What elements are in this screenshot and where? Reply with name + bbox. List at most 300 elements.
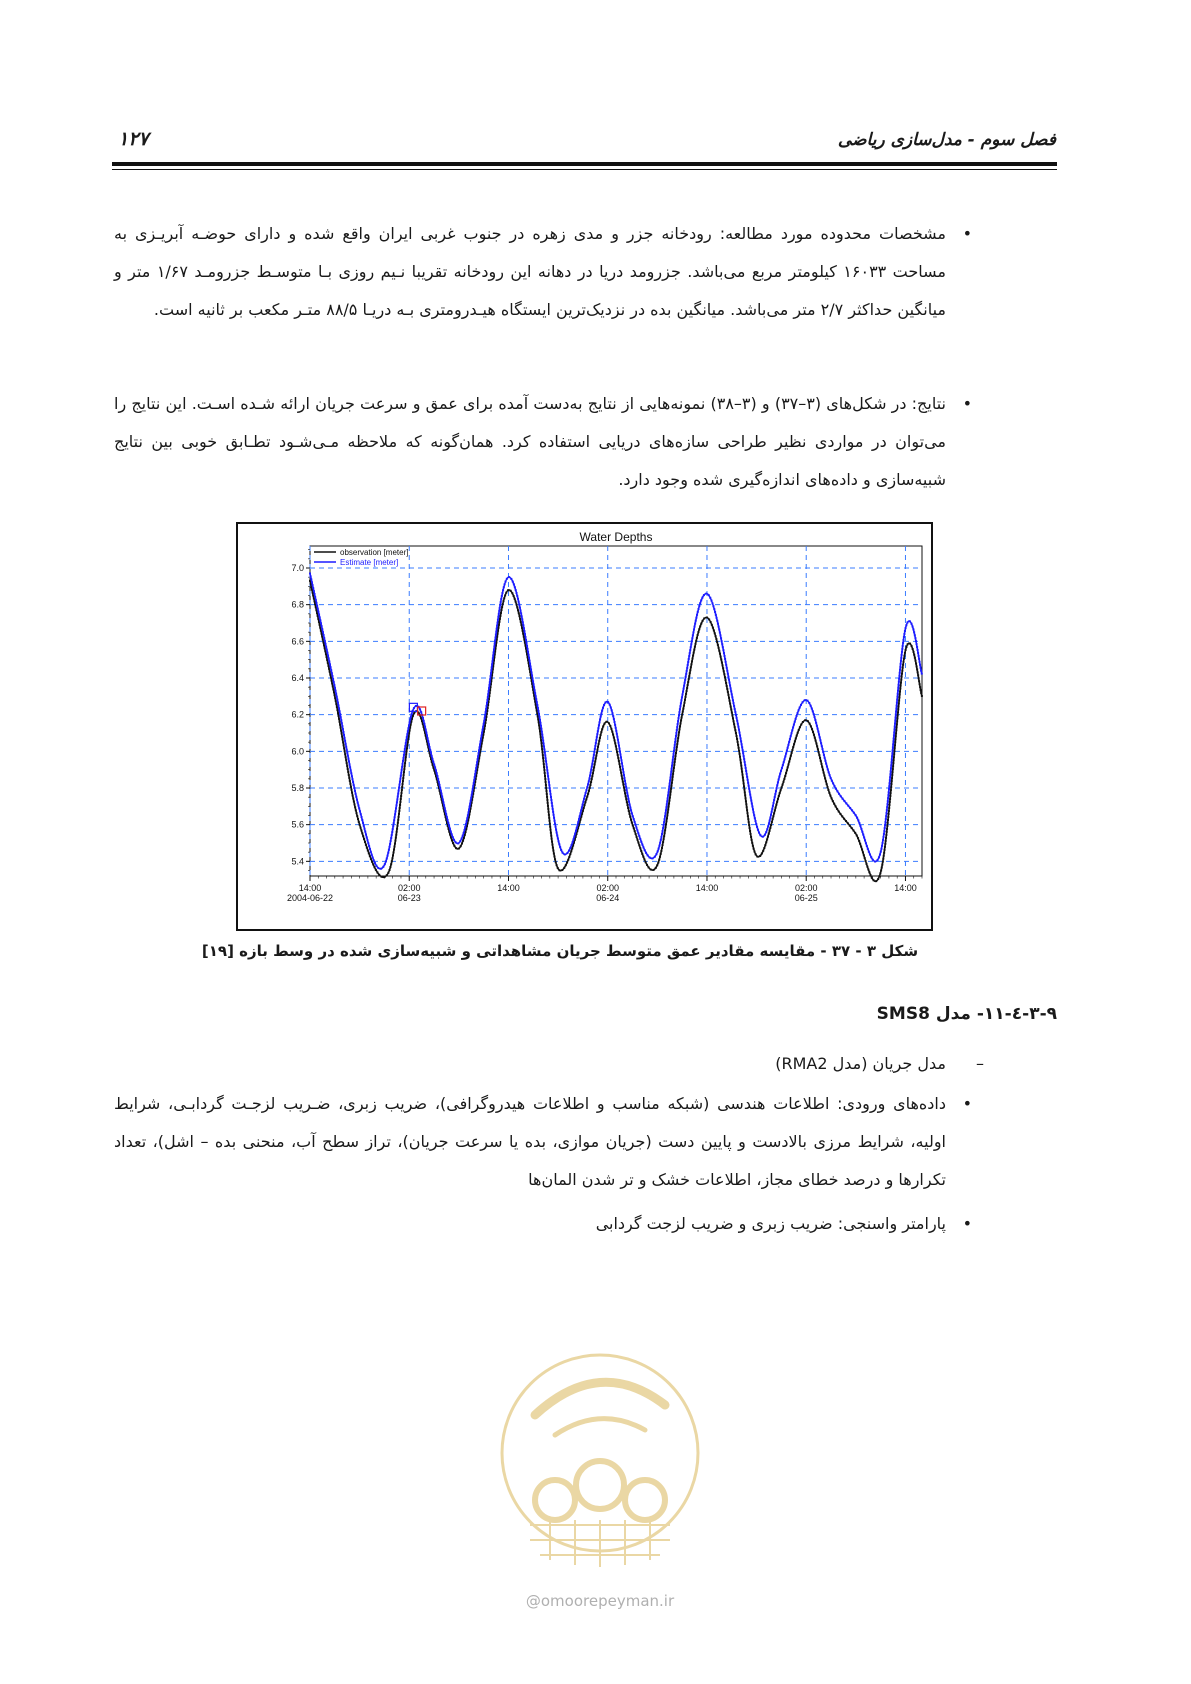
series-marker-1 [588, 780, 590, 782]
series-marker-1 [821, 745, 823, 747]
series-marker-1 [622, 768, 624, 770]
series-marker-1 [879, 854, 881, 856]
series-marker-0 [818, 754, 820, 756]
series-marker-1 [616, 733, 618, 735]
series-marker-1 [730, 687, 732, 689]
series-marker-0 [645, 861, 647, 863]
paragraph-inputs [114, 1085, 972, 1199]
series-marker-0 [539, 733, 541, 735]
series-marker-0 [395, 837, 397, 839]
series-marker-0 [893, 753, 895, 755]
series-marker-1 [516, 595, 518, 597]
series-marker-1 [332, 678, 334, 680]
series-marker-1 [520, 610, 522, 612]
series-marker-1 [328, 657, 330, 659]
series-marker-1 [439, 784, 441, 786]
series-marker-0 [464, 834, 466, 836]
series-marker-1 [428, 743, 430, 745]
series-marker-0 [639, 847, 641, 849]
series-marker-0 [609, 725, 611, 727]
series-marker-1 [483, 723, 485, 725]
series-marker-1 [585, 789, 587, 791]
series-marker-1 [590, 772, 592, 774]
series-marker-1 [825, 763, 827, 765]
series-marker-1 [432, 761, 434, 763]
series-marker-1 [486, 705, 488, 707]
series-marker-1 [670, 774, 672, 776]
series-marker-1 [746, 773, 748, 775]
series-marker-1 [611, 712, 613, 714]
series-marker-0 [394, 843, 396, 845]
series-marker-0 [841, 815, 843, 817]
series-marker-0 [866, 866, 868, 868]
series-marker-1 [733, 705, 735, 707]
series-marker-0 [734, 729, 736, 731]
series-marker-0 [895, 738, 897, 740]
series-marker-1 [898, 675, 900, 677]
series-marker-1 [349, 763, 351, 765]
series-marker-1 [427, 737, 429, 739]
series-marker-1 [545, 760, 547, 762]
series-marker-1 [463, 832, 465, 834]
series-marker-1 [678, 711, 680, 713]
series-marker-1 [423, 723, 425, 725]
series-marker-0 [692, 655, 694, 657]
series-marker-1 [737, 723, 739, 725]
series-marker-1 [665, 806, 667, 808]
series-marker-0 [616, 748, 618, 750]
series-marker-0 [884, 849, 886, 851]
series-marker-0 [628, 813, 630, 815]
series-marker-1 [905, 627, 907, 629]
series-marker-1 [617, 742, 619, 744]
series-marker-1 [815, 722, 817, 724]
series-marker-1 [476, 764, 478, 766]
series-marker-1 [544, 754, 546, 756]
series-marker-1 [722, 646, 724, 648]
series-marker-0 [665, 820, 667, 822]
series-marker-1 [816, 725, 818, 727]
series-marker-1 [914, 637, 916, 639]
page-number: ۱۲۷ [118, 128, 149, 150]
series-marker-0 [799, 726, 801, 728]
series-marker-1 [831, 780, 833, 782]
series-marker-1 [537, 707, 539, 709]
series-marker-0 [600, 734, 602, 736]
series-marker-0 [864, 857, 866, 859]
series-marker-0 [452, 842, 454, 844]
series-marker-1 [773, 802, 775, 804]
series-marker-1 [447, 822, 449, 824]
series-marker-1 [675, 735, 677, 737]
series-marker-1 [766, 828, 768, 830]
series-marker-0 [551, 838, 553, 840]
series-marker-0 [917, 674, 919, 676]
series-marker-1 [675, 738, 677, 740]
series-marker-0 [779, 792, 781, 794]
series-marker-0 [919, 686, 921, 688]
series-marker-0 [642, 856, 644, 858]
series-marker-0 [389, 866, 391, 868]
series-marker-0 [720, 656, 722, 658]
series-marker-1 [717, 623, 719, 625]
series-marker-0 [897, 708, 899, 710]
series-marker-0 [914, 660, 916, 662]
series-marker-1 [527, 648, 529, 650]
series-marker-1 [439, 787, 441, 789]
series-marker-1 [615, 730, 617, 732]
series-marker-1 [886, 806, 888, 808]
series-marker-1 [572, 838, 574, 840]
series-marker-0 [670, 785, 672, 787]
series-marker-0 [420, 717, 422, 719]
series-marker-0 [351, 792, 353, 794]
series-marker-1 [745, 767, 747, 769]
series-marker-0 [658, 859, 660, 861]
series-marker-0 [865, 863, 867, 865]
x-tick-label: 02:00 [794, 883, 818, 893]
series-marker-1 [637, 832, 639, 834]
series-marker-0 [921, 695, 923, 697]
series-marker-1 [641, 844, 643, 846]
series-marker-1 [540, 728, 542, 730]
series-marker-1 [536, 704, 538, 706]
series-marker-1 [755, 823, 757, 825]
series-marker-0 [370, 858, 372, 860]
series-marker-0 [902, 667, 904, 669]
series-marker-1 [491, 660, 493, 662]
series-marker-0 [626, 804, 628, 806]
series-marker-1 [337, 702, 339, 704]
series-marker-0 [863, 854, 865, 856]
series-marker-1 [347, 755, 349, 757]
series-marker-1 [724, 655, 726, 657]
series-marker-0 [858, 840, 860, 842]
series-marker-1 [601, 710, 603, 712]
series-marker-0 [608, 722, 610, 724]
x-tick-date-label: 2004-06-22 [286, 893, 334, 903]
series-marker-1 [657, 850, 659, 852]
series-marker-0 [547, 802, 549, 804]
series-marker-0 [392, 854, 394, 856]
series-marker-1 [713, 608, 715, 610]
series-marker-0 [776, 801, 778, 803]
series-marker-1 [893, 731, 895, 733]
series-marker-0 [860, 846, 862, 848]
series-marker-1 [343, 734, 345, 736]
series-marker-0 [726, 685, 728, 687]
series-marker-1 [369, 848, 371, 850]
series-marker-1 [348, 760, 350, 762]
series-marker-0 [796, 735, 798, 737]
series-marker-0 [450, 836, 452, 838]
series-marker-1 [692, 631, 694, 633]
series-marker-1 [330, 669, 332, 671]
series-marker-1 [609, 704, 611, 706]
series-marker-0 [723, 673, 725, 675]
series-marker-1 [523, 630, 525, 632]
series-marker-0 [616, 751, 618, 753]
series-marker-1 [435, 769, 437, 771]
series-marker-0 [401, 786, 403, 788]
series-marker-1 [919, 661, 921, 663]
series-marker-1 [665, 809, 667, 811]
series-marker-0 [636, 839, 638, 841]
series-marker-0 [885, 837, 887, 839]
series-marker-1 [541, 731, 543, 733]
series-marker-0 [542, 751, 544, 753]
series-marker-1 [898, 681, 900, 683]
series-marker-1 [776, 784, 778, 786]
series-marker-0 [685, 693, 687, 695]
series-marker-0 [903, 655, 905, 657]
series-marker-0 [504, 594, 506, 596]
series-marker-1 [579, 815, 581, 817]
series-marker-1 [314, 596, 316, 598]
series-marker-1 [452, 836, 454, 838]
series-marker-1 [891, 752, 893, 754]
series-marker-1 [918, 658, 920, 660]
series-marker-0 [544, 775, 546, 777]
series-marker-0 [591, 778, 593, 780]
series-marker-0 [734, 726, 736, 728]
series-marker-1 [625, 783, 627, 785]
series-marker-0 [800, 724, 802, 726]
series-marker-0 [769, 827, 771, 829]
series-marker-0 [672, 770, 674, 772]
series-marker-1 [538, 716, 540, 718]
series-marker-1 [870, 856, 872, 858]
series-marker-0 [591, 775, 593, 777]
series-marker-1 [687, 661, 689, 663]
series-marker-1 [473, 779, 475, 781]
series-marker-0 [345, 756, 347, 758]
series-marker-1 [546, 766, 548, 768]
series-marker-1 [331, 672, 333, 674]
series-marker-1 [867, 848, 869, 850]
series-marker-0 [882, 861, 884, 863]
series-marker-0 [744, 794, 746, 796]
series-marker-1 [529, 663, 531, 665]
series-marker-0 [559, 869, 561, 871]
series-marker-0 [694, 646, 696, 648]
series-marker-0 [617, 757, 619, 759]
series-marker-1 [756, 826, 758, 828]
series-marker-1 [321, 628, 323, 630]
series-marker-1 [722, 649, 724, 651]
series-marker-1 [661, 833, 663, 835]
series-marker-0 [788, 761, 790, 763]
series-marker-1 [481, 735, 483, 737]
series-marker-1 [401, 766, 403, 768]
series-marker-0 [614, 742, 616, 744]
series-marker-1 [662, 827, 664, 829]
series-marker-1 [791, 729, 793, 731]
series-marker-0 [483, 728, 485, 730]
series-marker-0 [668, 800, 670, 802]
series-marker-1 [364, 831, 366, 833]
series-marker-1 [429, 746, 431, 748]
series-marker-1 [424, 726, 426, 728]
series-marker-1 [543, 748, 545, 750]
paragraph-results [114, 385, 972, 499]
series-marker-1 [340, 719, 342, 721]
series-marker-1 [888, 788, 890, 790]
series-marker-1 [891, 755, 893, 757]
series-marker-0 [540, 736, 542, 738]
series-marker-0 [887, 816, 889, 818]
series-marker-0 [503, 597, 505, 599]
series-marker-1 [749, 794, 751, 796]
series-marker-0 [835, 805, 837, 807]
series-marker-0 [566, 862, 568, 864]
series-marker-0 [390, 863, 392, 865]
series-marker-1 [344, 737, 346, 739]
series-marker-1 [533, 683, 535, 685]
series-marker-1 [602, 707, 604, 709]
series-marker-0 [350, 786, 352, 788]
series-marker-1 [892, 740, 894, 742]
series-marker-0 [402, 777, 404, 779]
series-marker-0 [544, 778, 546, 780]
series-marker-1 [455, 841, 457, 843]
series-marker-1 [312, 584, 314, 586]
series-marker-1 [888, 791, 890, 793]
series-marker-1 [885, 818, 887, 820]
series-marker-0 [653, 869, 655, 871]
series-marker-1 [885, 815, 887, 817]
x-tick-label: 14:00 [298, 883, 322, 893]
series-marker-1 [691, 640, 693, 642]
series-marker-0 [687, 681, 689, 683]
series-marker-0 [502, 603, 504, 605]
series-marker-1 [739, 734, 741, 736]
series-marker-0 [660, 850, 662, 852]
series-marker-0 [360, 830, 362, 832]
series-marker-0 [537, 715, 539, 717]
series-marker-0 [919, 683, 921, 685]
series-marker-0 [399, 801, 401, 803]
bullet-marker: • [962, 224, 972, 243]
series-marker-1 [614, 721, 616, 723]
series-marker-1 [443, 804, 445, 806]
series-marker-1 [635, 827, 637, 829]
series-marker-1 [787, 744, 789, 746]
x-tick-label: 14:00 [695, 883, 719, 893]
series-marker-1 [709, 597, 711, 599]
series-marker-1 [410, 716, 412, 718]
series-marker-1 [673, 750, 675, 752]
series-marker-1 [547, 772, 549, 774]
series-marker-0 [344, 753, 346, 755]
series-marker-1 [405, 739, 407, 741]
series-marker-1 [895, 708, 897, 710]
series-marker-0 [621, 778, 623, 780]
series-marker-0 [368, 852, 370, 854]
x-tick-date-label: 06-23 [397, 893, 421, 903]
series-marker-0 [400, 795, 402, 797]
series-marker-0 [664, 829, 666, 831]
series-marker-1 [398, 787, 400, 789]
series-marker-1 [360, 813, 362, 815]
series-marker-0 [551, 841, 553, 843]
series-marker-0 [918, 680, 920, 682]
series-marker-0 [545, 784, 547, 786]
series-marker-1 [881, 845, 883, 847]
series-marker-1 [309, 573, 311, 575]
series-marker-0 [920, 692, 922, 694]
series-marker-1 [433, 764, 435, 766]
series-marker-1 [887, 800, 889, 802]
series-marker-1 [596, 736, 598, 738]
series-marker-1 [835, 788, 837, 790]
series-marker-1 [691, 637, 693, 639]
series-marker-0 [569, 853, 571, 855]
series-marker-0 [501, 606, 503, 608]
series-marker-1 [689, 649, 691, 651]
series-marker-0 [584, 804, 586, 806]
series-marker-1 [518, 601, 520, 603]
series-marker-0 [602, 725, 604, 727]
series-marker-0 [745, 800, 747, 802]
series-marker-1 [578, 818, 580, 820]
series-marker-1 [900, 657, 902, 659]
series-marker-0 [622, 784, 624, 786]
series-marker-0 [543, 769, 545, 771]
series-marker-1 [473, 782, 475, 784]
series-marker-1 [390, 840, 392, 842]
series-marker-1 [377, 867, 379, 869]
series-marker-1 [747, 782, 749, 784]
series-marker-0 [895, 729, 897, 731]
series-marker-1 [654, 856, 656, 858]
series-marker-0 [546, 799, 548, 801]
series-marker-0 [624, 792, 626, 794]
series-marker-1 [636, 829, 638, 831]
series-marker-0 [539, 727, 541, 729]
series-marker-0 [791, 752, 793, 754]
series-marker-0 [641, 853, 643, 855]
series-marker-1 [771, 808, 773, 810]
series-marker-1 [895, 711, 897, 713]
series-marker-1 [359, 810, 361, 812]
series-marker-0 [755, 853, 757, 855]
series-marker-0 [771, 821, 773, 823]
series-marker-1 [810, 705, 812, 707]
series-marker-1 [740, 737, 742, 739]
series-marker-0 [893, 756, 895, 758]
series-marker-0 [774, 809, 776, 811]
series-marker-1 [843, 800, 845, 802]
series-marker-0 [520, 624, 522, 626]
series-marker-1 [614, 724, 616, 726]
series-marker-1 [479, 743, 481, 745]
series-marker-1 [397, 793, 399, 795]
series-marker-1 [621, 765, 623, 767]
series-marker-1 [466, 820, 468, 822]
series-marker-1 [468, 808, 470, 810]
series-marker-0 [545, 787, 547, 789]
series-marker-1 [532, 677, 534, 679]
series-marker-1 [869, 854, 871, 856]
series-marker-1 [771, 811, 773, 813]
series-marker-0 [689, 672, 691, 674]
series-marker-1 [612, 715, 614, 717]
series-marker-1 [701, 597, 703, 599]
series-marker-1 [325, 646, 327, 648]
series-marker-0 [568, 856, 570, 858]
series-marker-1 [794, 721, 796, 723]
